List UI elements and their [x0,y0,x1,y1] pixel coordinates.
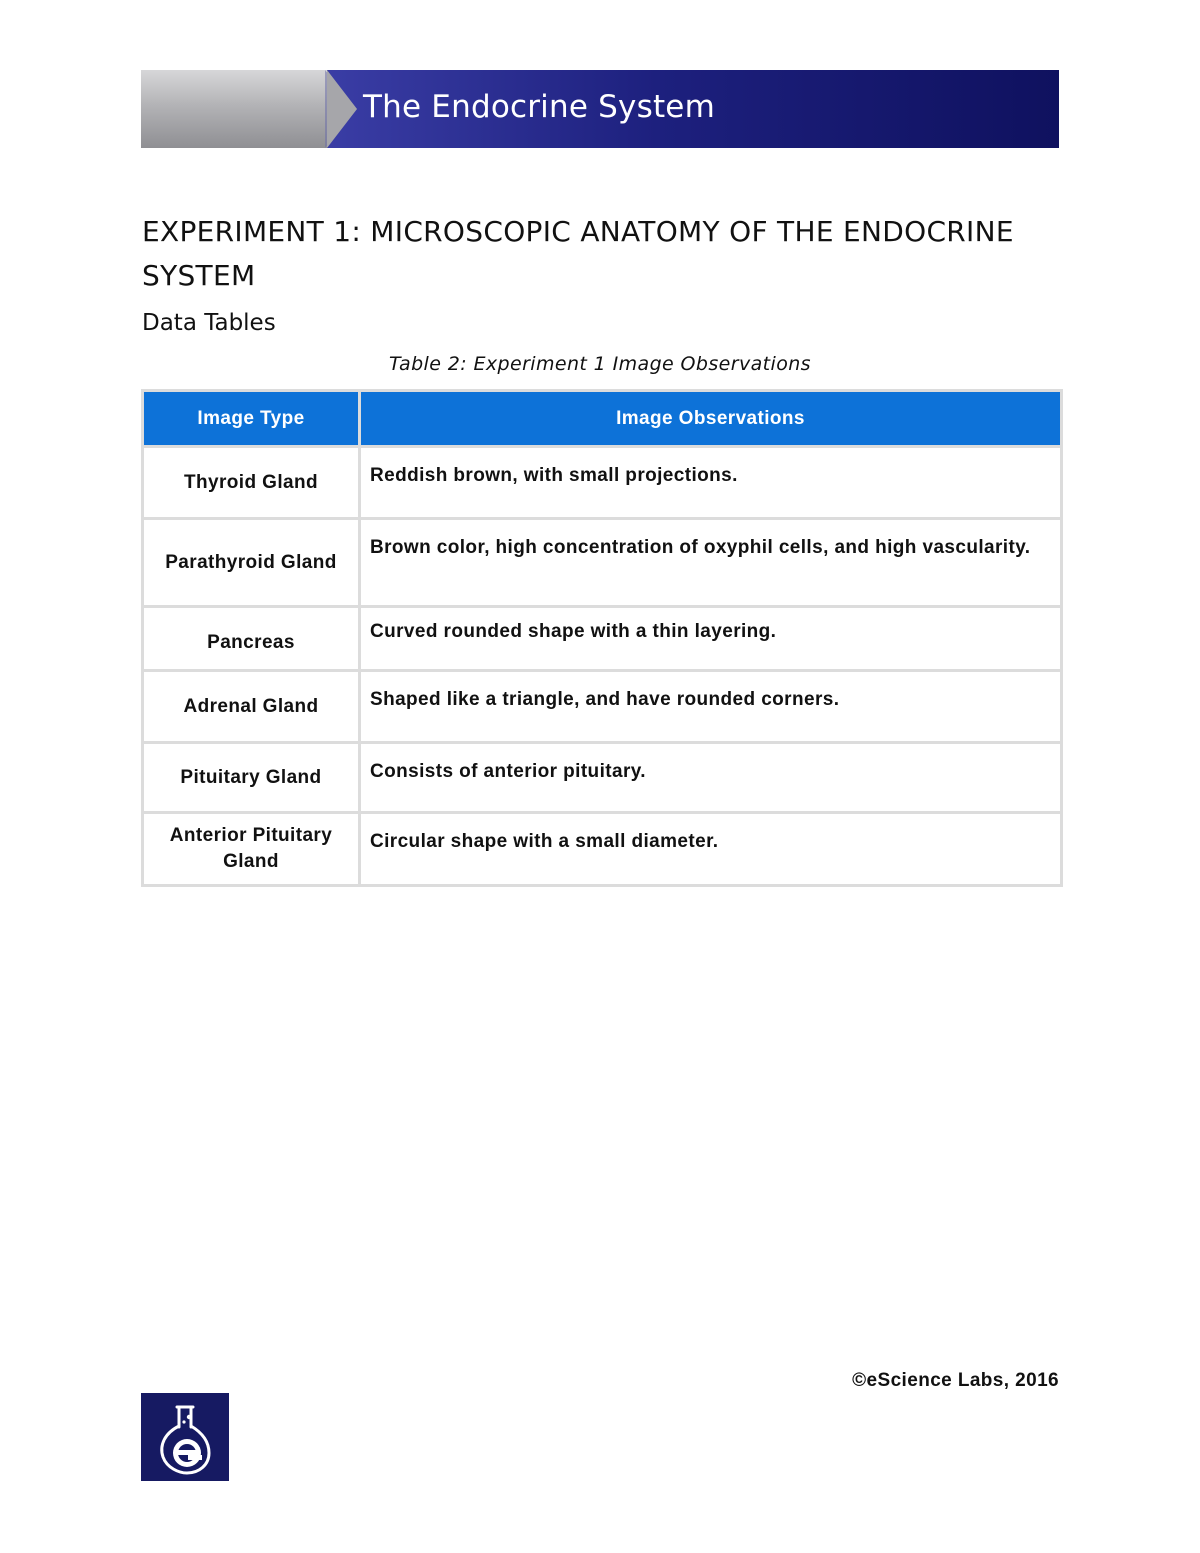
section-title: Data Tables [142,310,276,336]
table-row [143,743,1062,813]
row-image-type: Adrenal Gland [143,671,360,743]
observations-table [141,389,1063,887]
row-observation: Curved rounded shape with a thin layering. [360,607,1062,671]
table-row [143,671,1062,743]
header-image-observations: Image Observations [360,391,1062,447]
table-row [143,519,1062,607]
banner-title: The Endocrine System [363,89,715,125]
row-image-type: Anterior Pituitary Gland [143,813,360,886]
table-row [143,447,1062,519]
row-observation: Consists of anterior pituitary. [360,743,1062,813]
table-row [143,813,1062,886]
escience-labs-logo [141,1393,229,1481]
experiment-title: EXPERIMENT 1: MICROSCOPIC ANATOMY OF THE ENDOCRINE SYSTEM [142,215,1014,292]
row-image-type: Pancreas [143,607,360,671]
row-observation: Brown color, high concentration of oxyphil cells, and high vascularity. [360,519,1062,607]
row-image-type: Pituitary Gland [143,743,360,813]
row-image-type: Thyroid Gland [143,447,360,519]
table-header-row [143,391,1062,447]
row-image-type: Parathyroid Gland [143,519,360,607]
row-observation: Shaped like a triangle, and have rounded corners. [360,671,1062,743]
row-observation: Circular shape with a small diameter. [360,813,1062,886]
table-row [143,607,1062,671]
flask-logo-icon [141,1393,229,1481]
table-caption: Table 2: Experiment 1 Image Observations [389,353,811,375]
header-banner [141,70,1059,148]
copyright-text: ©eScience Labs, 2016 [852,1370,1059,1391]
row-observation: Reddish brown, with small projections. [360,447,1062,519]
header-image-type: Image Type [143,391,360,447]
banner-arrow [327,70,357,148]
